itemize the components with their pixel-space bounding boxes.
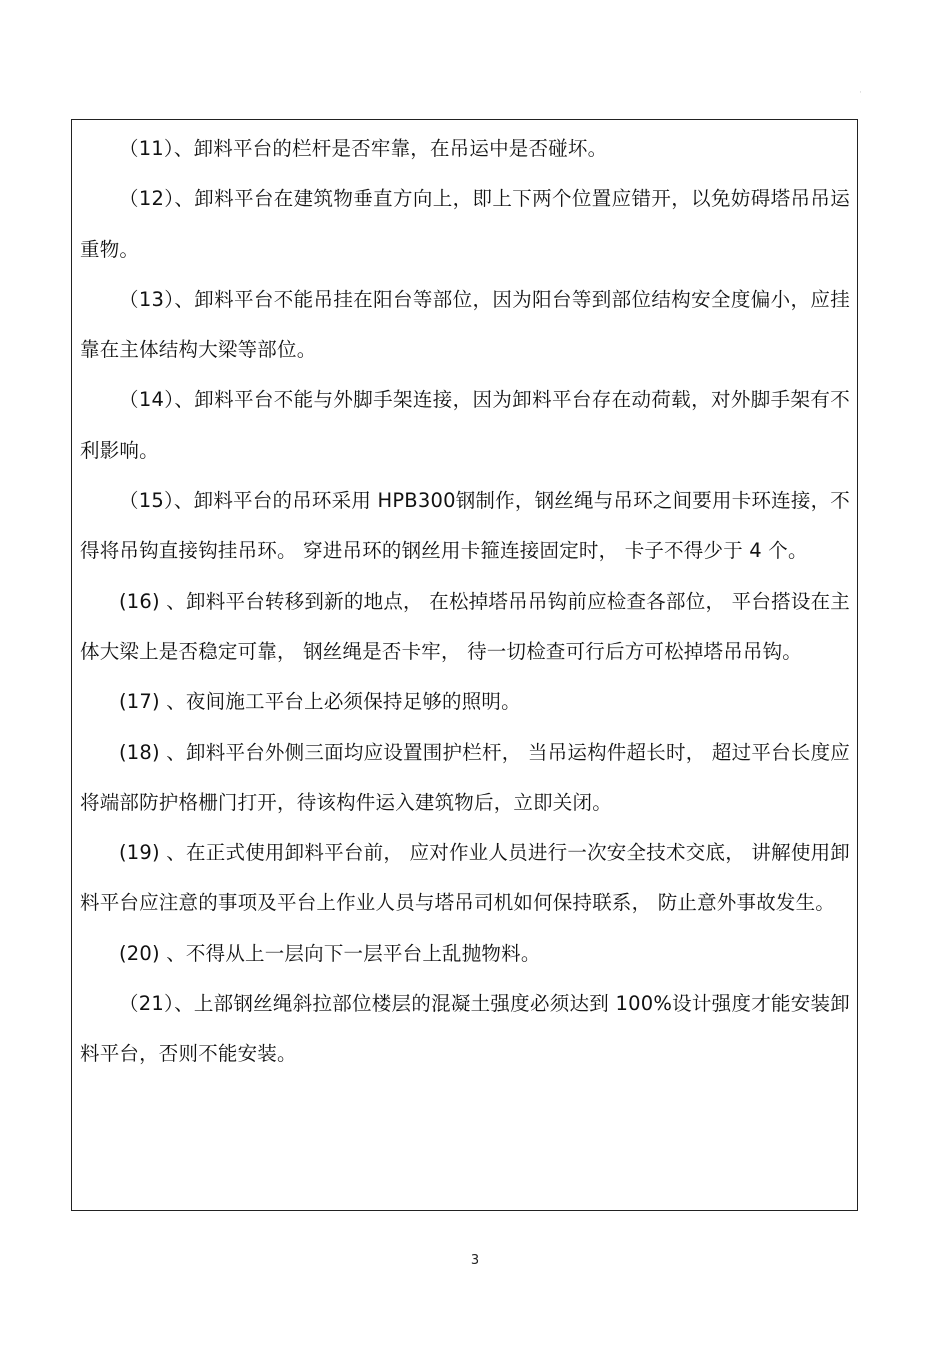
paragraph-20: (20) 、不得从上一层向下一层平台上乱抛物料。 <box>119 941 541 965</box>
document-body <box>80 124 850 1080</box>
corner-mark: · <box>859 88 862 98</box>
paragraph-14: （14）、卸料平台不能与外脚手架连接，因为卸料平台存在动荷载，对外脚手架有不利影响。 <box>80 388 850 462</box>
paragraph-19: (19) 、在正式使用卸料平台前， 应对作业人员进行一次安全技术交底， 讲解使用卸料平台应注意的事项及平台上作业人员与塔吊司机如何保持联系， 防止意外事故发生。 <box>80 841 850 915</box>
paragraph-13: （13）、卸料平台不能吊挂在阳台等部位，因为阳台等到部位结构安全度偏小，应挂靠在主体结构大梁等部位。 <box>80 287 850 362</box>
paragraph-15: （15）、卸料平台的吊环采用 HPB300钢制作，钢丝绳与吊环之间要用卡环连接，不得将吊钩直接钩挂吊环。 穿进吊环的钢丝用卡箍连接固定时， 卡子不得少于 4 个。 <box>80 489 850 563</box>
paragraph-18: (18) 、卸料平台外侧三面均应设置围护栏杆， 当吊运构件超长时， 超过平台长度应将端部防护格栅门打开，待该构件运入建筑物后，立即关闭。 <box>80 740 850 814</box>
paragraph-12: （12）、卸料平台在建筑物垂直方向上，即上下两个位置应错开，以免妨碍塔吊吊运重物。 <box>80 187 850 261</box>
page-number: 3 <box>470 1253 480 1268</box>
paragraph-17: (17) 、夜间施工平台上必须保持足够的照明。 <box>119 690 521 714</box>
paragraph-16: (16) 、卸料平台转移到新的地点， 在松掉塔吊吊钩前应检查各部位， 平台搭设在主体大梁上是否稳定可靠， 钢丝绳是否卡牢， 待一切检查可行后方可松掉塔吊吊钩。 <box>80 589 850 663</box>
paragraph-11: （11）、卸料平台的栏杆是否牢靠，在吊运中是否碰坏。 <box>119 137 608 160</box>
paragraph-21: （21）、上部钢丝绳斜拉部位楼层的混凝土强度必须达到 100%设计强度才能安装卸料平台，否则不能安装。 <box>80 992 850 1066</box>
